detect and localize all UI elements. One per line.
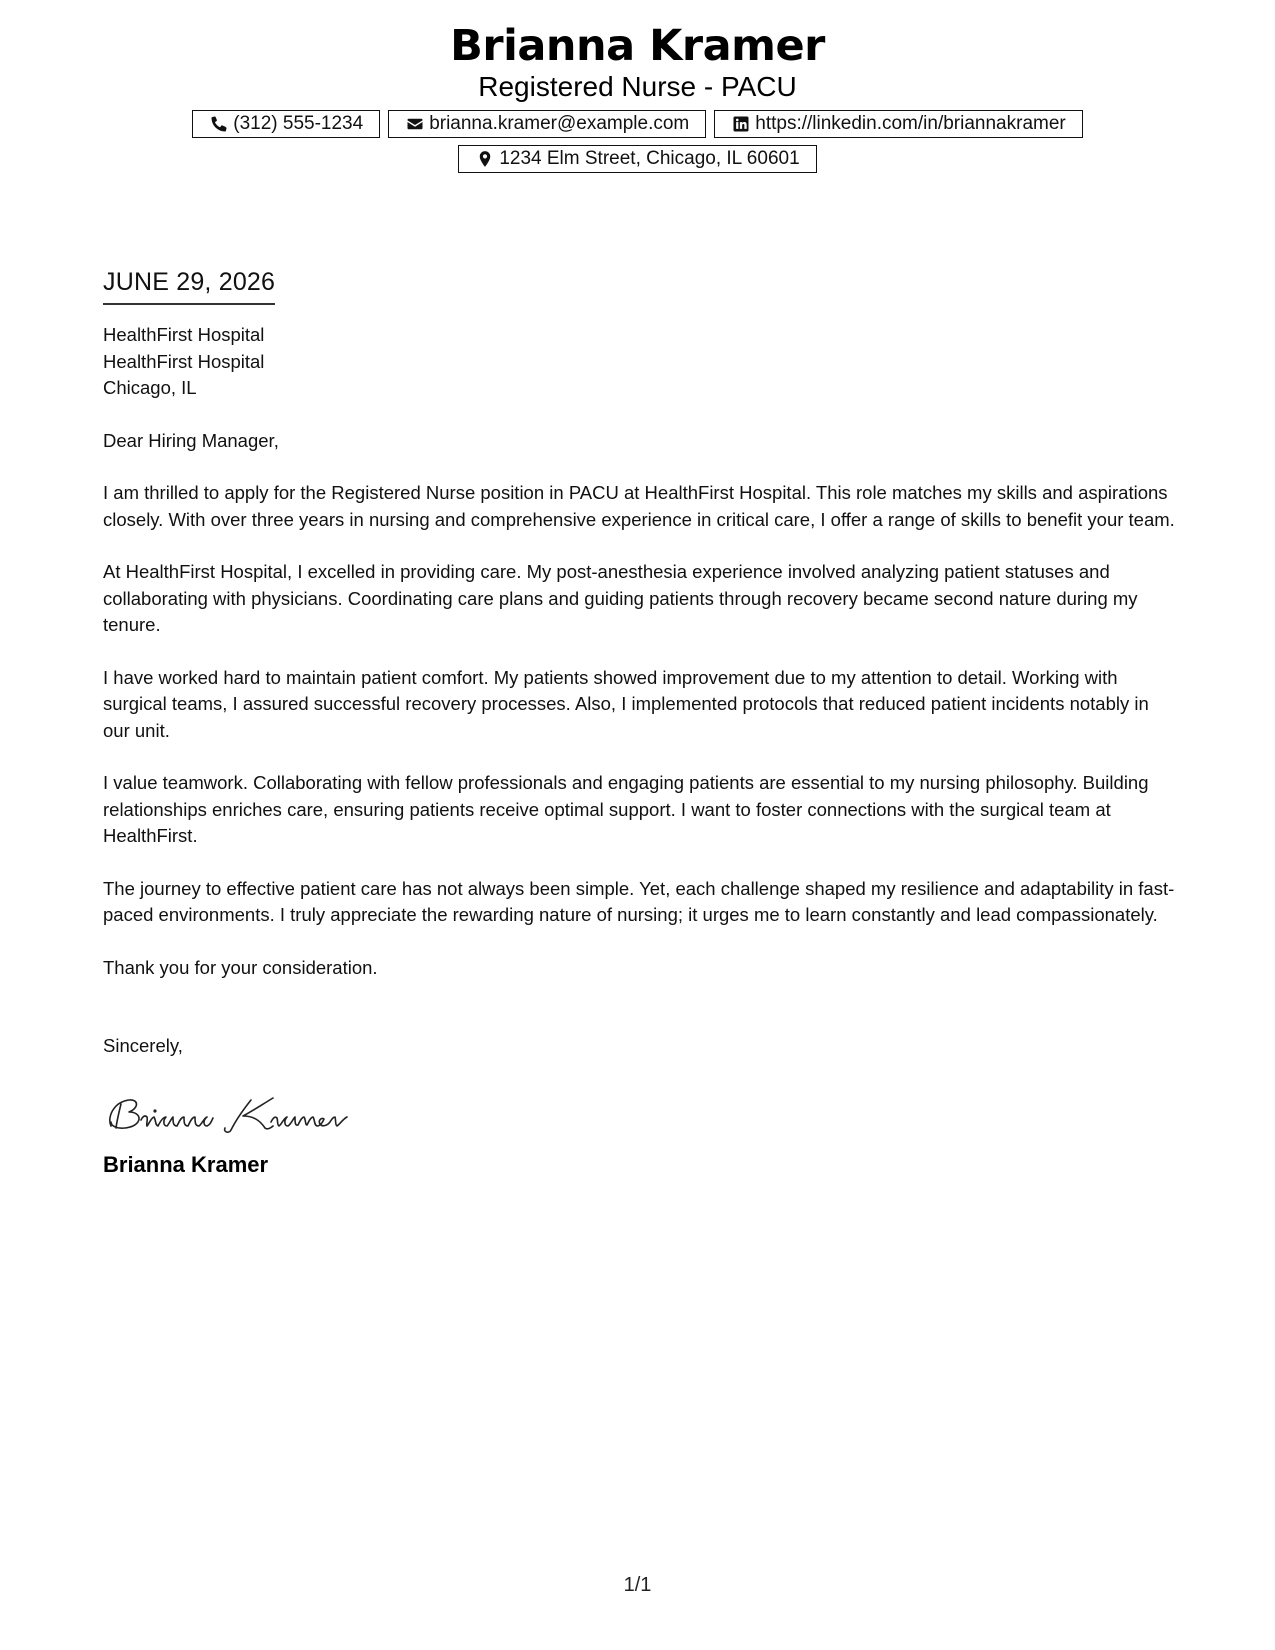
signer-name: Brianna Kramer <box>103 1151 269 1177</box>
body-paragraph: I have worked hard to maintain patient comfort. My patients showed improvement due to my attention to detail. Working with surgical teams, I assured successful recovery processes. Also, I implemented protocols that reduced patient incidents notably in our unit. <box>103 666 1149 741</box>
recipient-line: Chicago, IL <box>103 377 197 398</box>
applicant-name: Brianna Kramer <box>450 21 825 71</box>
body-paragraph: At HealthFirst Hospital, I excelled in providing care. My post-anesthesia experience involved analyzing patient statuses and collaborating with physicians. Coordinating care plans and guiding patients through recovery became second nature during my tenure. <box>103 561 1138 635</box>
linkedin-icon <box>731 114 751 134</box>
job-title: Registered Nurse - PACU <box>478 71 797 102</box>
letter-header <box>0 20 1275 173</box>
signoff: Sincerely, <box>103 1035 183 1056</box>
address-chip[interactable] <box>458 145 816 173</box>
email-text: brianna.kramer@example.com <box>429 113 690 134</box>
contact-row-secondary <box>0 145 1275 173</box>
envelope-icon <box>405 114 425 134</box>
body-paragraph: The journey to effective patient care has not always been simple. Yet, each challenge shaped my resilience and adaptability in fast-paced environments. I truly appreciate the rewarding nature of nursing; it urges me to learn constantly and lead compassionately. <box>103 877 1175 925</box>
map-marker-icon <box>475 149 495 169</box>
address-text: 1234 Elm Street, Chicago, IL 60601 <box>499 148 800 169</box>
body-paragraph: I value teamwork. Collaborating with fellow professionals and engaging patients are essential to my nursing philosophy. Building relationships enriches care, ensuring patients receive optimal support. I want to foster connections with the surgical team at HealthFirst. <box>103 772 1149 846</box>
email-chip[interactable] <box>388 110 706 138</box>
contact-row-primary <box>0 110 1275 138</box>
letter-body <box>103 266 1178 1178</box>
phone-chip[interactable] <box>192 110 380 138</box>
handwritten-signature <box>103 1082 1178 1142</box>
letter-date: JUNE 29, 2026 <box>103 266 275 305</box>
linkedin-chip[interactable] <box>714 110 1082 138</box>
salutation: Dear Hiring Manager, <box>103 429 279 451</box>
page-number: 1/1 <box>623 1574 652 1596</box>
recipient-line: HealthFirst Hospital <box>103 350 265 372</box>
recipient-block <box>103 322 1178 402</box>
phone-text: (312) 555-1234 <box>233 113 364 134</box>
closing-line: Thank you for your consideration. <box>103 956 378 978</box>
body-paragraph: I am thrilled to apply for the Registered Nurse position in PACU at HealthFirst Hospital. This role matches my skills and aspirations closely. With over three years in nursing and comprehensive experience in critical care, I offer a range of skills to benefit your team. <box>103 482 1175 530</box>
linkedin-text: https://linkedin.com/in/briannakramer <box>755 113 1066 134</box>
phone-icon <box>209 114 229 134</box>
recipient-line: HealthFirst Hospital <box>103 324 265 345</box>
